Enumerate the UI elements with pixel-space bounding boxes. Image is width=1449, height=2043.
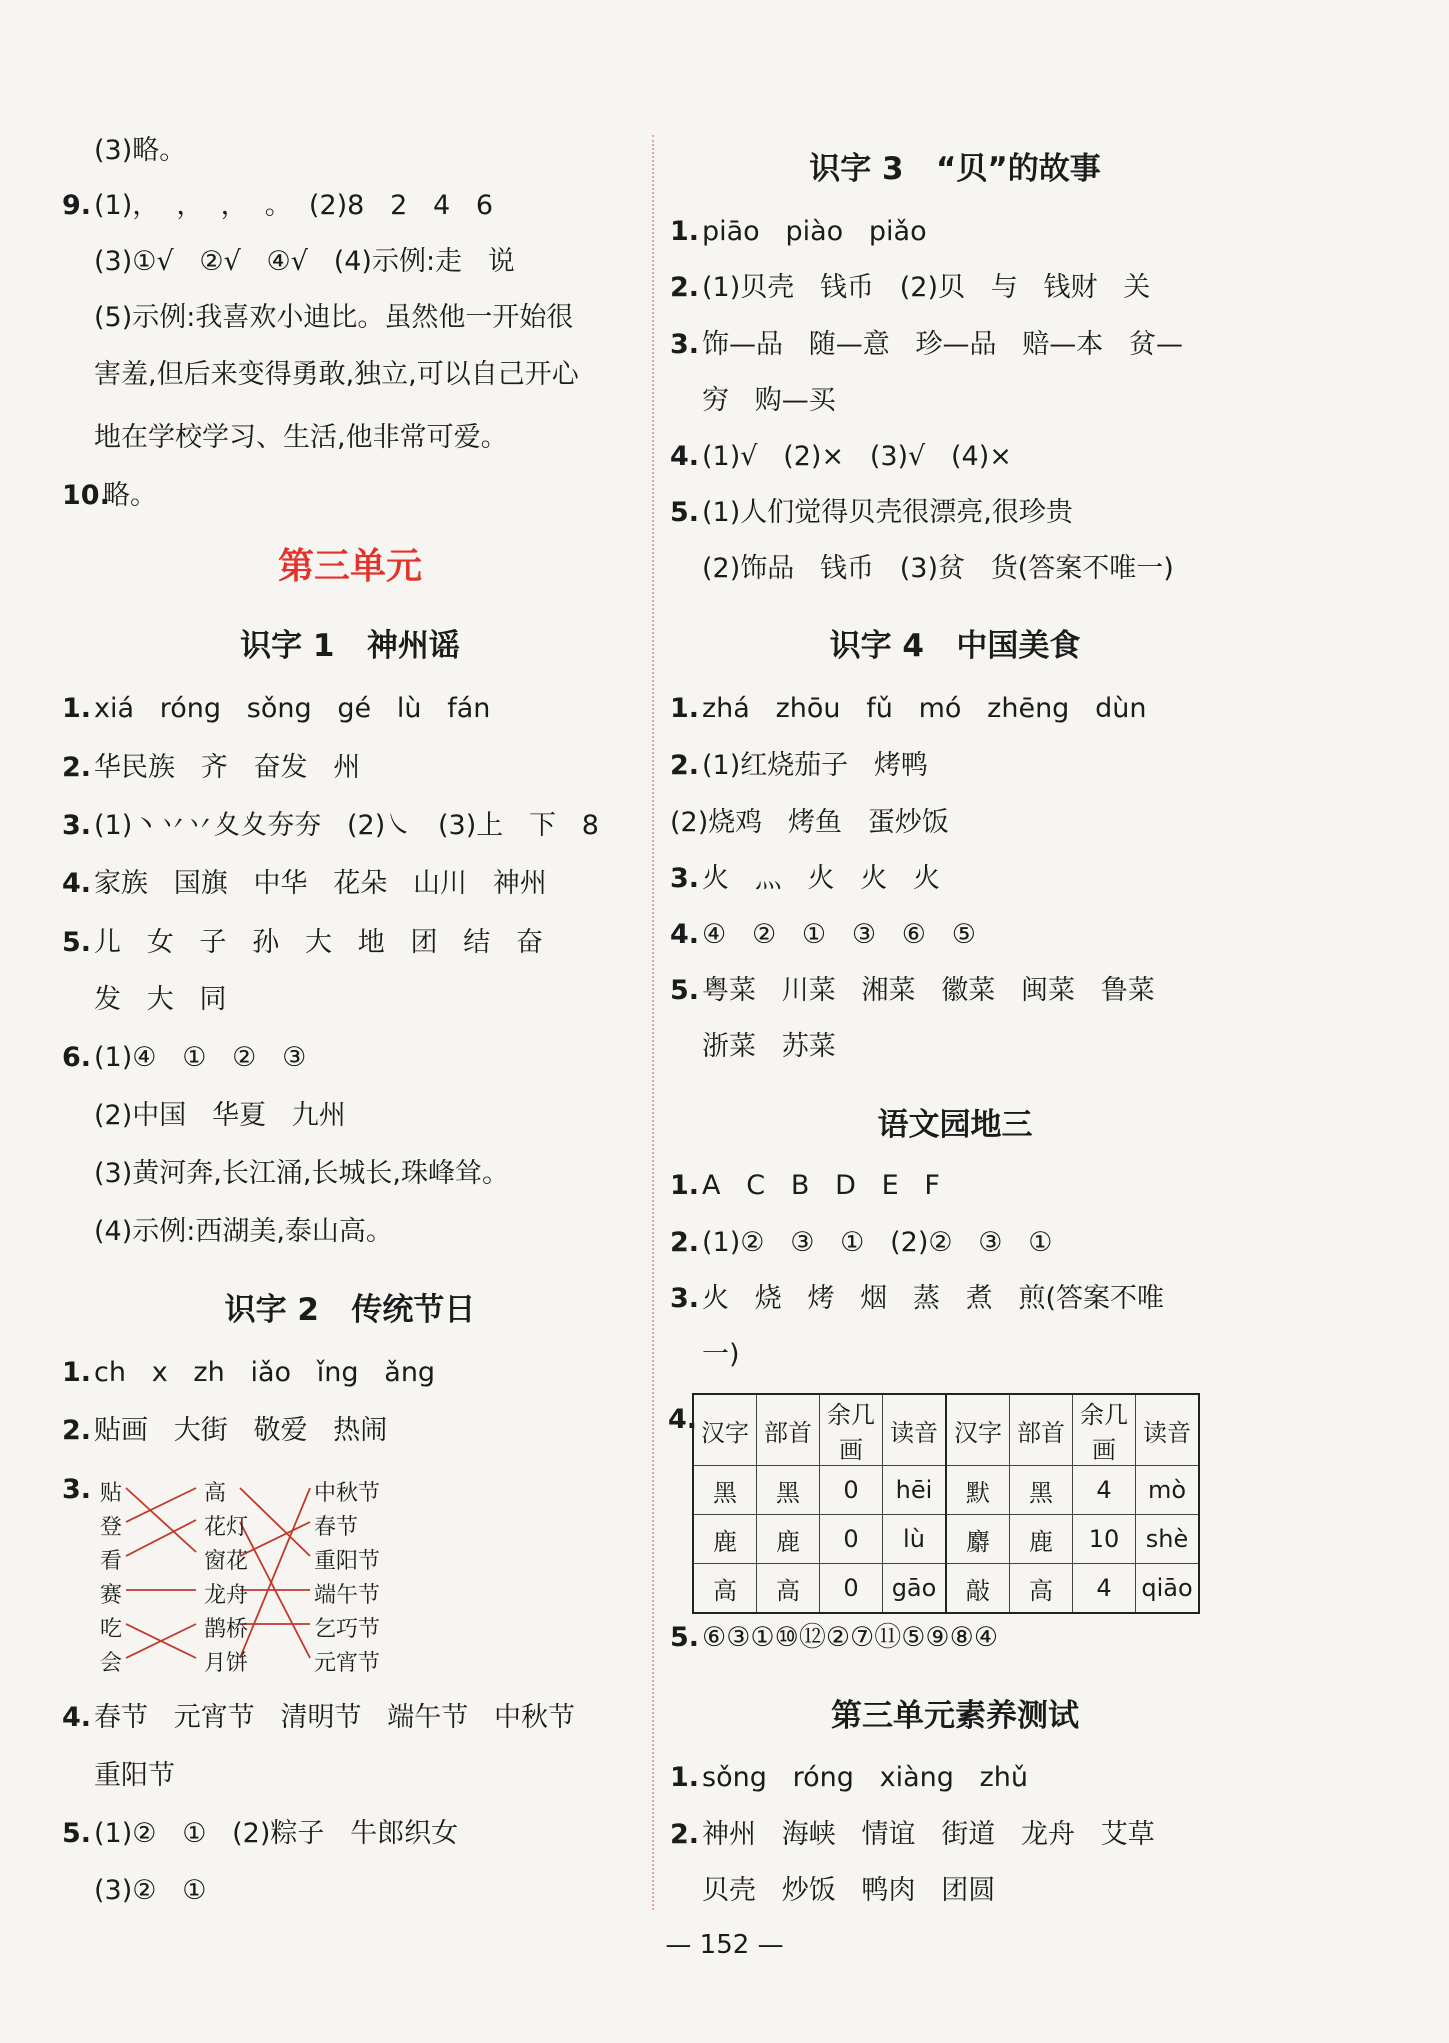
table-cell: 10 [1073, 1515, 1136, 1564]
table-cell: 默 [946, 1466, 1010, 1515]
table-header-cell: 读音 [883, 1394, 947, 1466]
answer-line: (2)饰品 钱币 (3)贫 货(答案不唯一) [702, 553, 1174, 584]
answer-line: 粤菜 川菜 湘菜 徽菜 闽菜 鲁菜 [702, 975, 1155, 1006]
answer-line: (1)④ ① ② ③ [94, 1042, 307, 1073]
table-cell: 敲 [946, 1564, 1010, 1614]
question-number: 4. [670, 441, 700, 472]
answer-line: (2)中国 华夏 九州 [94, 1100, 346, 1131]
answer-line: (2)烧鸡 烤鱼 蛋炒饭 [670, 807, 949, 838]
match-festival: 中秋节 [314, 1481, 381, 1506]
question-number: 6. [62, 1042, 92, 1073]
match-verb: 吃 [100, 1617, 123, 1642]
section-title: 识字 3 “贝”的故事 [809, 151, 1101, 187]
answer-line: piāo piào piǎo [702, 216, 927, 247]
answer-line: 浙菜 苏菜 [702, 1031, 836, 1062]
table-header-cell: 余几画 [1073, 1394, 1136, 1466]
answer-line: (1)② ③ ① (2)② ③ ① [702, 1227, 1053, 1258]
question-number: 2. [670, 750, 700, 781]
answer-line: (1)红烧茄子 烤鸭 [702, 750, 928, 781]
match-verb: 会 [100, 1651, 123, 1676]
question-number: 3. [670, 329, 700, 360]
question-number: 1. [62, 1357, 92, 1388]
answer-line: 神州 海峡 情谊 街道 龙舟 艾草 [702, 1819, 1155, 1850]
answer-line: 重阳节 [94, 1760, 175, 1791]
match-object: 月饼 [204, 1651, 249, 1676]
answer-line: (1)② ① (2)粽子 牛郎织女 [94, 1818, 459, 1849]
answer-line: 儿 女 子 孙 大 地 团 结 奋 [94, 927, 543, 958]
answer-line: ⑥③①⑩⑫②⑦⑪⑤⑨⑧④ [702, 1622, 999, 1653]
table-cell: 0 [820, 1564, 883, 1614]
table-header-cell: 余几画 [820, 1394, 883, 1466]
match-festival: 春节 [314, 1515, 359, 1540]
question-number: 4. [62, 1702, 92, 1733]
answer-line: (1)丶丷丷夊夊夯夯 (2)㇏ (3)上 下 8 [94, 810, 599, 841]
section-title: 识字 1 神州谣 [240, 628, 460, 664]
section-title: 语文园地三 [877, 1107, 1033, 1143]
answer-line: 饰—品 随—意 珍—品 赔—本 贫— [702, 329, 1183, 360]
section-title: 第三单元素养测试 [831, 1698, 1079, 1734]
match-festival: 元宵节 [314, 1651, 381, 1676]
answer-line: (3)略。 [94, 135, 187, 166]
match-verb: 登 [100, 1515, 123, 1540]
table-header-cell: 读音 [1136, 1394, 1200, 1466]
table-cell: 4 [1073, 1466, 1136, 1515]
answer-line: 贝壳 炒饭 鸭肉 团圆 [702, 1875, 996, 1906]
answer-line: 火 灬 火 火 火 [702, 863, 940, 894]
question-number: 5. [62, 1818, 92, 1849]
table-header-cell: 部首 [757, 1394, 820, 1466]
question-number: 3. [62, 810, 92, 841]
match-line [126, 1488, 196, 1552]
match-object: 龙舟 [204, 1583, 249, 1608]
answer-line: (1)， ， ， 。 (2)8 2 4 6 [94, 190, 494, 221]
table-cell: hēi [883, 1466, 947, 1515]
table-cell: 麝 [946, 1515, 1010, 1564]
question-number: 3. [670, 863, 700, 894]
match-line [240, 1488, 310, 1658]
question-number: 2. [62, 752, 92, 783]
table-cell: 鹿 [1010, 1515, 1073, 1564]
question-number: 9. [62, 190, 92, 221]
table-cell: 高 [757, 1564, 820, 1614]
answer-line: (3)①√ ②√ ④√ (4)示例:走 说 [94, 246, 515, 277]
table-header-cell: 汉字 [946, 1394, 1010, 1466]
table-row [693, 1466, 1199, 1515]
answer-line: (1)√ (2)× (3)√ (4)× [702, 441, 1012, 472]
answer-line: (1)贝壳 钱币 (2)贝 与 钱财 关 [702, 272, 1151, 303]
match-object: 花灯 [204, 1515, 249, 1540]
table-cell: 高 [693, 1564, 757, 1614]
answer-line: 春节 元宵节 清明节 端午节 中秋节 [94, 1702, 575, 1733]
table-row [693, 1564, 1199, 1614]
match-line [240, 1488, 310, 1556]
match-verb: 贴 [100, 1481, 123, 1506]
page-number: — 152 — [665, 1930, 784, 1960]
table-cell: 0 [820, 1515, 883, 1564]
question-number: 4. [670, 919, 700, 950]
answer-line: 发 大 同 [94, 984, 227, 1015]
question-number: 2. [670, 1227, 700, 1258]
answer-line: (4)示例:西湖美,泰山高。 [94, 1216, 393, 1247]
question-number: 1. [62, 693, 92, 724]
answer-line: (3)黄河奔,长江涌,长城长,珠峰耸。 [94, 1158, 509, 1189]
answer-line: 一) [702, 1339, 740, 1370]
table-cell: 高 [1010, 1564, 1073, 1614]
table-cell: mò [1136, 1466, 1200, 1515]
answer-line: zhá zhōu fǔ mó zhēng dùn [702, 693, 1147, 724]
table-header-cell: 部首 [1010, 1394, 1073, 1466]
answer-line: ④ ② ① ③ ⑥ ⑤ [702, 919, 976, 950]
table-row [693, 1394, 1199, 1466]
question-number: 5. [670, 497, 700, 528]
table-cell: 黑 [757, 1466, 820, 1515]
question-number: 3. [670, 1283, 700, 1314]
answer-line: 家族 国旗 中华 花朵 山川 神州 [94, 868, 547, 899]
question-number: 5. [670, 975, 700, 1006]
answer-line: (5)示例:我喜欢小迪比。虽然他一开始很 [94, 302, 574, 333]
table-cell: 黑 [693, 1466, 757, 1515]
question-number: 5. [62, 927, 92, 958]
question-number: 5. [670, 1622, 700, 1653]
section-title: 识字 4 中国美食 [829, 628, 1081, 664]
answer-line: 贴画 大街 敬爱 热闹 [94, 1415, 388, 1446]
question-number: 1. [670, 216, 700, 247]
match-line [126, 1520, 196, 1556]
table-cell: gāo [883, 1564, 947, 1614]
question-number: 2. [62, 1415, 92, 1446]
answer-line: sǒng róng xiàng zhǔ [702, 1762, 1029, 1793]
match-object: 高 [204, 1481, 227, 1506]
question-number: 10. [62, 480, 110, 511]
radical-table [692, 1393, 1200, 1614]
question-number: 1. [670, 1762, 700, 1793]
answer-line: xiá róng sǒng gé lù fán [94, 693, 491, 724]
answer-line: 害羞,但后来变得勇敢,独立,可以自己开心 [94, 359, 579, 390]
question-number: 2. [670, 1819, 700, 1850]
question-number: 3. [62, 1474, 92, 1505]
table-header-cell: 汉字 [693, 1394, 757, 1466]
table-cell: shè [1136, 1515, 1200, 1564]
table-cell: lù [883, 1515, 947, 1564]
question-number: 1. [670, 693, 700, 724]
match-line [240, 1522, 310, 1556]
answer-line: (3)② ① [94, 1875, 207, 1906]
match-line [126, 1488, 196, 1522]
column-divider [652, 135, 654, 1910]
question-number: 4. [62, 868, 92, 899]
match-verb: 看 [100, 1549, 123, 1574]
table-cell: 鹿 [693, 1515, 757, 1564]
question-number: 4. [668, 1404, 698, 1435]
table-cell: 鹿 [757, 1515, 820, 1564]
table-row [693, 1515, 1199, 1564]
answer-line: A C B D E F [702, 1170, 940, 1201]
match-festival: 端午节 [314, 1583, 381, 1608]
table-cell: 0 [820, 1466, 883, 1515]
answer-line: 地在学校学习、生活,他非常可爱。 [94, 422, 508, 453]
answer-line: ch x zh iǎo ǐng ǎng [94, 1357, 436, 1388]
answer-line: 穷 购—买 [702, 385, 836, 416]
match-object: 窗花 [204, 1549, 249, 1574]
answer-line: (1)人们觉得贝壳很漂亮,很珍贵 [702, 497, 1073, 528]
match-festival: 乞巧节 [314, 1617, 381, 1642]
answer-line: 华民族 齐 奋发 州 [94, 752, 361, 783]
question-number: 2. [670, 272, 700, 303]
section-title: 识字 2 传统节日 [224, 1292, 476, 1328]
match-object: 鹊桥 [204, 1617, 249, 1642]
table-cell: qiāo [1136, 1564, 1200, 1614]
answer-line: 火 烧 烤 烟 蒸 煮 煎(答案不唯 [702, 1283, 1165, 1314]
match-verb: 赛 [100, 1583, 123, 1608]
question-number: 1. [670, 1170, 700, 1201]
unit-title: 第三单元 [277, 546, 422, 587]
answer-line: 略。 [103, 480, 157, 511]
match-festival: 重阳节 [314, 1549, 381, 1574]
table-cell: 4 [1073, 1564, 1136, 1614]
table-cell: 黑 [1010, 1466, 1073, 1515]
